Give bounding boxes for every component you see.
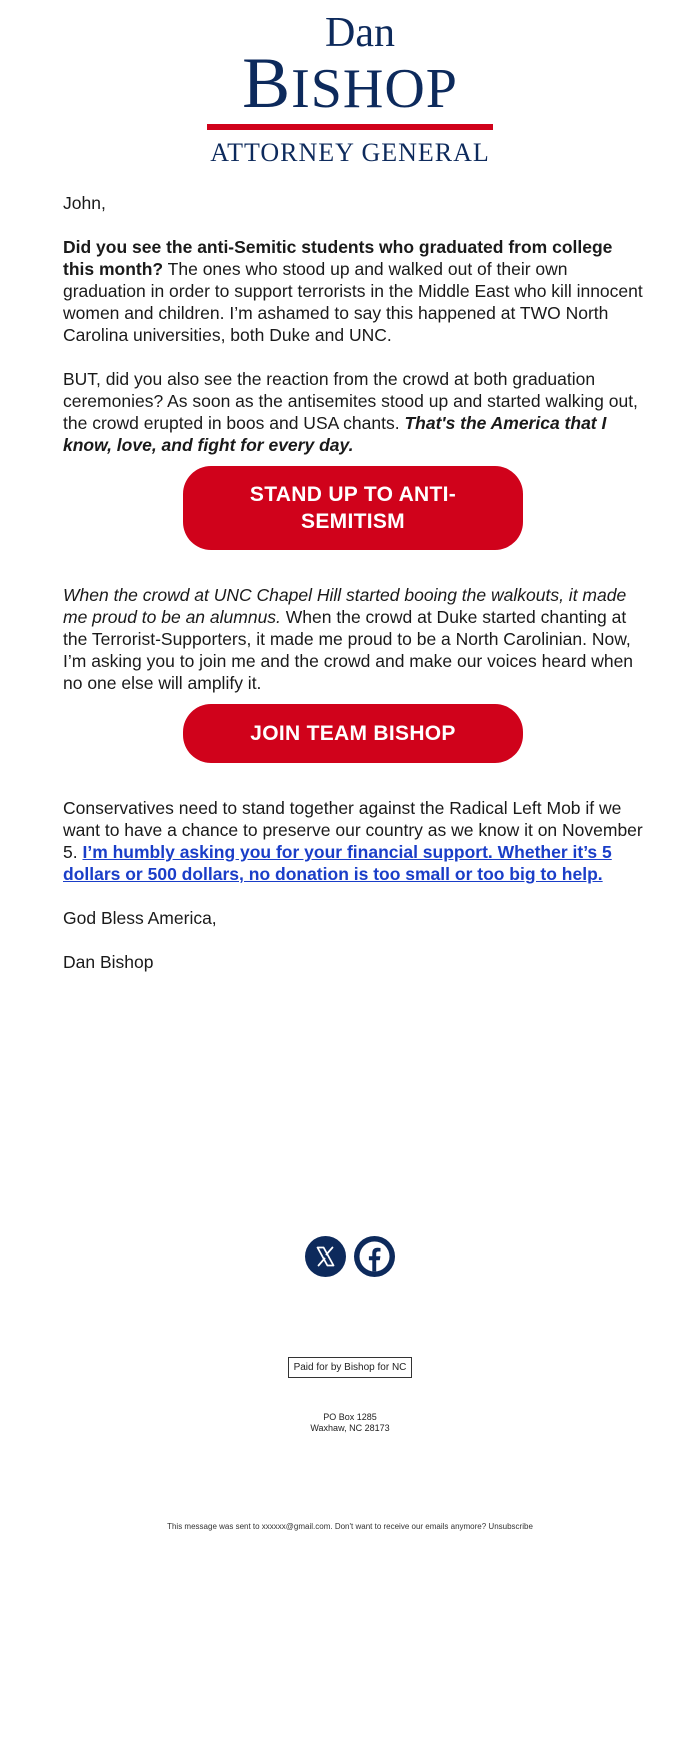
donation-link[interactable]: I’m humbly asking you for your financial support. Whether it’s 5 dollars or 500 dollars, no donation is too small or too big to help. xyxy=(63,842,612,884)
paid-for-disclaimer xyxy=(0,1357,700,1378)
cta-1-wrapper xyxy=(63,466,643,550)
logo-last-name xyxy=(0,43,700,124)
facebook-icon[interactable] xyxy=(354,1236,395,1277)
paragraph-2-emphasis: That's the America that I know, love, and fight for every day. xyxy=(63,413,607,455)
paragraph-2 xyxy=(63,368,643,456)
greeting: John, xyxy=(63,193,106,213)
signature: Dan Bishop xyxy=(63,952,154,972)
address-line-1: PO Box 1285 xyxy=(323,1412,377,1422)
sent-to-notice: This message was sent to xxxxxx@gmail.com. Don't want to receive our emails anymore? xyxy=(167,1522,489,1531)
paid-for-text: Paid for by Bishop for NC xyxy=(288,1357,413,1378)
social-links xyxy=(0,1236,700,1277)
join-team-button[interactable]: JOIN TEAM BISHOP xyxy=(183,704,523,763)
closing: God Bless America, xyxy=(63,908,217,928)
email-footer xyxy=(0,1522,700,1531)
mailing-address xyxy=(0,1412,700,1434)
paragraph-4 xyxy=(63,797,643,885)
logo-red-rule xyxy=(207,124,493,130)
address-line-2: Waxhaw, NC 28173 xyxy=(310,1423,390,1433)
logo-last-rest: ISHOP xyxy=(291,58,458,120)
paragraph-1-text: The ones who stood up and walked out of their own graduation in order to support terrorists in the Middle East who kill innocent women and children. I’m ashamed to say this happened at TWO North Carolina universities, both Duke and UNC. xyxy=(63,259,643,345)
logo-subtitle: ATTORNEY GENERAL xyxy=(210,138,490,167)
paragraph-3-italic: When the crowd at UNC Chapel Hill started booing the walkouts, it made me proud to be an alumnus. xyxy=(63,585,627,627)
campaign-logo xyxy=(0,12,700,168)
paragraph-1 xyxy=(63,236,643,346)
cta-2-wrapper xyxy=(63,704,643,763)
paragraph-3-text: When the crowd at Duke started chanting at the Terrorist-Supporters, it made me proud to be a North Carolinian. Now, I’m asking you to join me and the crowd and make our voices heard when no one else will amplify it. xyxy=(63,607,634,693)
x-icon[interactable] xyxy=(305,1236,346,1277)
logo-first-name: Dan xyxy=(325,10,395,56)
stand-up-button[interactable]: STAND UP TO ANTI-SEMITISM xyxy=(183,466,523,550)
logo-last-initial: B xyxy=(242,43,292,123)
email-body xyxy=(63,192,643,995)
paragraph-1-bold: Did you see the anti-Semitic students who graduated from college this month? xyxy=(63,237,613,279)
paragraph-4-text: Conservatives need to stand together against the Radical Left Mob if we want to have a chance to preserve our country as we know it on November 5. xyxy=(63,798,643,862)
unsubscribe-link[interactable]: Unsubscribe xyxy=(488,1522,533,1531)
paragraph-3 xyxy=(63,584,643,694)
paragraph-2-text: BUT, did you also see the reaction from the crowd at both graduation ceremonies? As soon as the antisemites stood up and started walking out, the crowd erupted in boos and USA chants. xyxy=(63,369,638,433)
